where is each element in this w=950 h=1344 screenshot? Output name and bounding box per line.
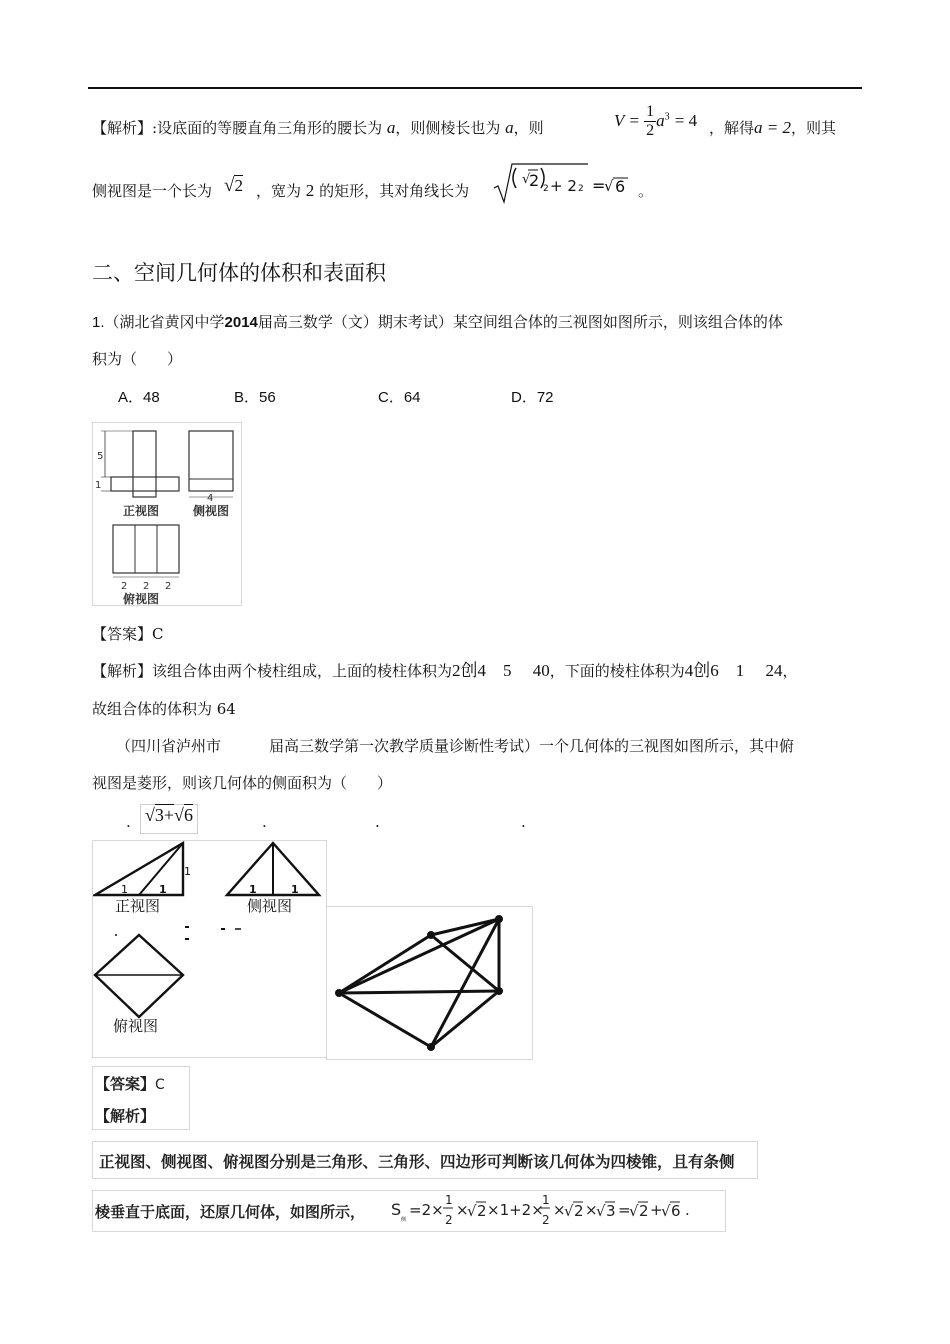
q1-option-d: D．72: [511, 389, 554, 406]
p1-text: ，宽为: [256, 182, 302, 200]
q1-year: 2014: [224, 314, 258, 331]
formula-part: ×: [553, 1201, 566, 1219]
p1-line2-mid: [256, 181, 469, 201]
dim-label: 1: [184, 865, 191, 878]
side-view-label: 侧视图: [193, 504, 230, 518]
radicand: 2: [234, 176, 243, 195]
q1-number: 1.: [92, 314, 105, 331]
radical-sign: √: [224, 175, 235, 196]
q2-line1: [116, 736, 794, 756]
q1-solution-text: 该组合体由两个棱柱组成，上面的棱柱体积为: [152, 662, 453, 680]
q1-answer: [92, 624, 163, 644]
a-equals-2: a = 2: [754, 118, 791, 137]
volume-formula: [614, 103, 697, 140]
frac-den: 2: [542, 1213, 550, 1227]
p1-text: 的矩形，其对角线长为: [319, 182, 470, 200]
formula-part: ×: [456, 1201, 469, 1219]
q2-pyramid-figure: [326, 906, 533, 1060]
frac-num: 1: [445, 1193, 453, 1207]
radicand-2: 2: [529, 171, 540, 190]
radicand: 2: [477, 1202, 487, 1220]
option-a-value2: 6: [183, 805, 193, 825]
radical-sign: √: [564, 1202, 574, 1220]
p1-text: ，解得: [709, 119, 755, 137]
denominator: 2: [646, 122, 655, 139]
side-view-rect: [189, 431, 233, 491]
equals: =: [629, 111, 640, 130]
formula-part: ×: [585, 1201, 598, 1219]
q1-source: （湖北省黄冈中学: [104, 313, 225, 331]
formula-part: =2×: [409, 1201, 444, 1219]
dim-label: 1: [121, 883, 128, 896]
p1-text: 设底面的等腰直角三角形的腰长为: [157, 119, 383, 137]
vertex: [495, 987, 503, 995]
dim-label: 2: [143, 581, 150, 592]
answer-label: 【答案】: [95, 1075, 156, 1093]
radical-sign: √: [145, 805, 155, 825]
p1-text: 侧视图是一个长为: [92, 182, 213, 200]
var-a: a: [386, 118, 396, 137]
q2-line2: 视图是菱形，则该几何体的侧面积为（ ）: [92, 774, 393, 792]
var-a: a: [505, 118, 514, 137]
q1-option-c: C．64: [378, 389, 421, 406]
radicand: 3: [606, 1202, 616, 1220]
formula-part: +: [650, 1201, 663, 1219]
dim-label: 2: [165, 581, 172, 592]
header-rule: [88, 87, 862, 89]
sqrt2: [224, 175, 243, 197]
q2-text: 届高三数学第一次教学质量诊断性考试）一个几何体的三视图如图所示，其中俯: [269, 737, 795, 755]
q2-scan-text: 棱垂直于底面，还原几何体，如图所示，: [95, 1203, 366, 1221]
q2-jiexi: 【解析】: [95, 1107, 156, 1125]
q2-scan-line1: [92, 1141, 758, 1179]
q2-answer: [95, 1073, 165, 1094]
vertex: [427, 1043, 435, 1051]
exp-2: 2: [543, 184, 549, 194]
formula-part: ×1+2×: [487, 1201, 544, 1219]
var-a: a: [656, 111, 665, 130]
formula-end: .: [685, 1201, 690, 1219]
frac-den: 2: [445, 1213, 453, 1227]
radical-sign: √: [661, 1202, 671, 1220]
q1-expr2: 4创6 1 24: [684, 661, 783, 680]
vertex: [427, 931, 435, 939]
vertex: [335, 989, 343, 997]
frac-num: 1: [542, 1193, 550, 1207]
dim-label: 1: [291, 883, 299, 896]
var-S: S: [391, 1200, 402, 1219]
plus-two: + 2: [550, 177, 577, 195]
section-heading: 二、空间几何体的体积和表面积: [92, 261, 386, 285]
q2-option-c-dot: .: [375, 813, 380, 831]
q1-option-a: A．48: [118, 389, 160, 406]
p1-text: ，则其: [791, 119, 837, 137]
q1-solution-line1: [92, 661, 798, 681]
radical-sign: √: [604, 177, 614, 195]
q2-option-a-value: [140, 804, 198, 834]
q1-answer-text: 【答案】C: [92, 625, 164, 643]
q2-scan-line2: [92, 1190, 726, 1232]
q2-option-a-dot: .: [126, 813, 131, 831]
dim-label: 4: [207, 493, 214, 504]
q1-line2: 积为（ ）: [92, 350, 183, 368]
equals-four: = 4: [674, 111, 698, 130]
q1-solution-line2: 故组合体的体积为 64: [92, 700, 236, 718]
radicand: 6: [671, 1202, 681, 1220]
q2-answer-box: [92, 1066, 190, 1130]
equals: =: [592, 176, 606, 195]
radicand: 2: [574, 1202, 584, 1220]
numerator: 1: [646, 103, 655, 120]
q1-solution-text: ，: [782, 662, 798, 680]
q2-scan-text: 正视图、侧视图、俯视图分别是三角形、三角形、四边形可判断该几何体为四棱锥，且有条侧: [99, 1153, 735, 1171]
period: 。: [638, 182, 654, 200]
q2-option-b-dot: .: [262, 813, 267, 831]
front-lower-prism: [111, 477, 179, 491]
answer-value: C: [155, 1077, 165, 1093]
q2-three-view-figure: [92, 840, 327, 1058]
radical-sign: √: [467, 1202, 477, 1220]
q1-expr1: 2创4 5 40: [452, 661, 550, 680]
radical-sign: √: [596, 1202, 606, 1220]
dim-label: 2: [121, 581, 128, 592]
fraction-half: [644, 103, 656, 140]
q1-text: 届高三数学（文）期末考试）某空间组合体的三视图如图所示，则该组合体的体: [257, 313, 783, 331]
front-view-label: 正视图: [123, 504, 160, 518]
diagonal-formula: [492, 158, 642, 208]
top-view-rect: [113, 525, 179, 573]
jiexi-label: 【解析】: [92, 662, 153, 680]
side-view-label: 侧视图: [247, 897, 293, 915]
q2-area-formula: [389, 1191, 723, 1231]
radical-sign: √: [629, 1202, 639, 1220]
dim-label: 1: [95, 480, 102, 491]
p1-text: ，则: [513, 119, 544, 137]
radicand: 2: [639, 1202, 649, 1220]
sqrt-sign: √: [522, 172, 531, 187]
dim-label: 1: [249, 883, 257, 896]
q2-source: （四川省泸州市: [116, 737, 222, 755]
front-upper-prism: [133, 431, 156, 497]
vertex: [495, 915, 503, 923]
p1-line1-tail: [709, 118, 836, 138]
option-a-value: 3+: [154, 805, 175, 825]
q1-solution-text: ，下面的棱柱体积为: [549, 662, 685, 680]
front-view-triangle: [95, 843, 183, 895]
p1-line1: [92, 118, 544, 138]
exponent: 3: [664, 111, 670, 123]
sub-side: 侧: [401, 1217, 407, 1223]
jiexi-label: 【解析】:: [92, 119, 158, 137]
front-view-label: 正视图: [115, 897, 161, 915]
radicand-6: 6: [615, 177, 626, 196]
exp-2b: 2: [578, 184, 584, 194]
p1-line2: [92, 181, 212, 201]
formula-part: =: [618, 1201, 631, 1219]
dim-label: 1: [159, 883, 167, 896]
q2-option-d-dot: .: [521, 813, 526, 831]
q1-option-b: B．56: [234, 389, 276, 406]
q1-line1: [92, 312, 783, 333]
top-view-label: 俯视图: [123, 592, 160, 606]
dim-label: 5: [97, 451, 104, 462]
p1-text: ，则侧棱长也为: [395, 119, 501, 137]
top-view-rhombus: [95, 935, 183, 1017]
top-view-label: 俯视图: [113, 1017, 159, 1035]
width-two: 2: [305, 181, 315, 200]
q1-three-view-figure: [92, 422, 242, 606]
radical-sign: √: [174, 805, 184, 825]
var-V: V: [614, 111, 625, 130]
